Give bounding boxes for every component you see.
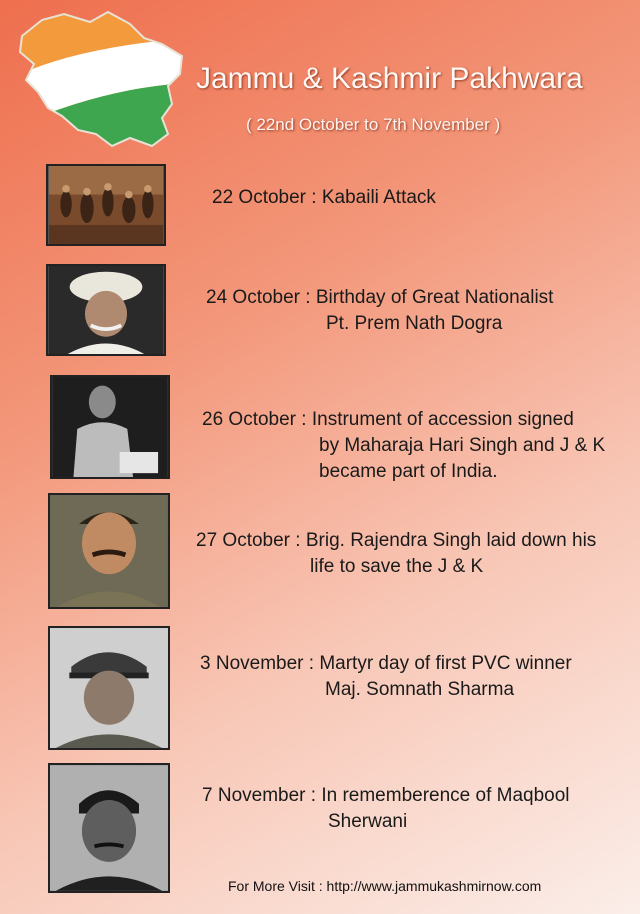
event-26-october <box>202 407 605 485</box>
prem-nath-dogra-photo <box>46 264 166 356</box>
footer-visit-link[interactable]: For More Visit : http://www.jammukashmirnow.com <box>228 878 542 894</box>
portrait-man-icon <box>50 765 168 891</box>
event-text-line2: Sherwani <box>328 811 408 832</box>
maharaja-hari-singh-photo <box>50 375 170 479</box>
portrait-turban-icon <box>48 266 164 354</box>
event-text-line2: Pt. Prem Nath Dogra <box>326 313 503 334</box>
event-7-november <box>202 783 570 835</box>
portrait-officer-icon <box>50 495 168 607</box>
page-title: Jammu & Kashmir Pakhwara <box>196 62 583 95</box>
event-date: 26 October : <box>202 409 307 430</box>
event-27-october <box>196 528 596 580</box>
event-date: 24 October : <box>206 287 311 308</box>
event-3-november <box>200 651 572 703</box>
date-range-subtitle: ( 22nd October to 7th November ) <box>246 115 501 134</box>
maj-somnath-sharma-photo <box>48 626 170 750</box>
event-24-october <box>206 285 553 337</box>
event-text-line3: became part of India. <box>319 461 498 482</box>
event-text-line2: by Maharaja Hari Singh and J & K <box>319 435 606 456</box>
event-date: 22 October : <box>212 187 317 208</box>
event-text: Birthday of Great Nationalist <box>315 287 554 308</box>
jk-map-icon <box>12 8 187 153</box>
event-text-line2: life to save the J & K <box>310 556 484 577</box>
event-date: 27 October : <box>196 530 301 551</box>
portrait-uniform-icon <box>52 377 168 477</box>
event-text: Kabaili Attack <box>321 187 436 208</box>
brig-rajendra-singh-photo <box>48 493 170 609</box>
event-text: In rememberence of Maqbool <box>321 785 570 806</box>
event-text: Brig. Rajendra Singh laid down his <box>305 530 597 551</box>
event-text: Instrument of accession signed <box>311 409 574 430</box>
maqbool-sherwani-photo <box>48 763 170 893</box>
event-22-october <box>212 185 436 211</box>
kabaili-attack-painting <box>46 164 166 246</box>
event-text: Martyr day of first PVC winner <box>319 653 572 674</box>
portrait-cap-icon <box>50 628 168 748</box>
battle-painting-icon <box>48 166 164 244</box>
event-date: 3 November : <box>200 653 315 674</box>
event-text-line2: Maj. Somnath Sharma <box>325 679 515 700</box>
event-date: 7 November : <box>202 785 317 806</box>
